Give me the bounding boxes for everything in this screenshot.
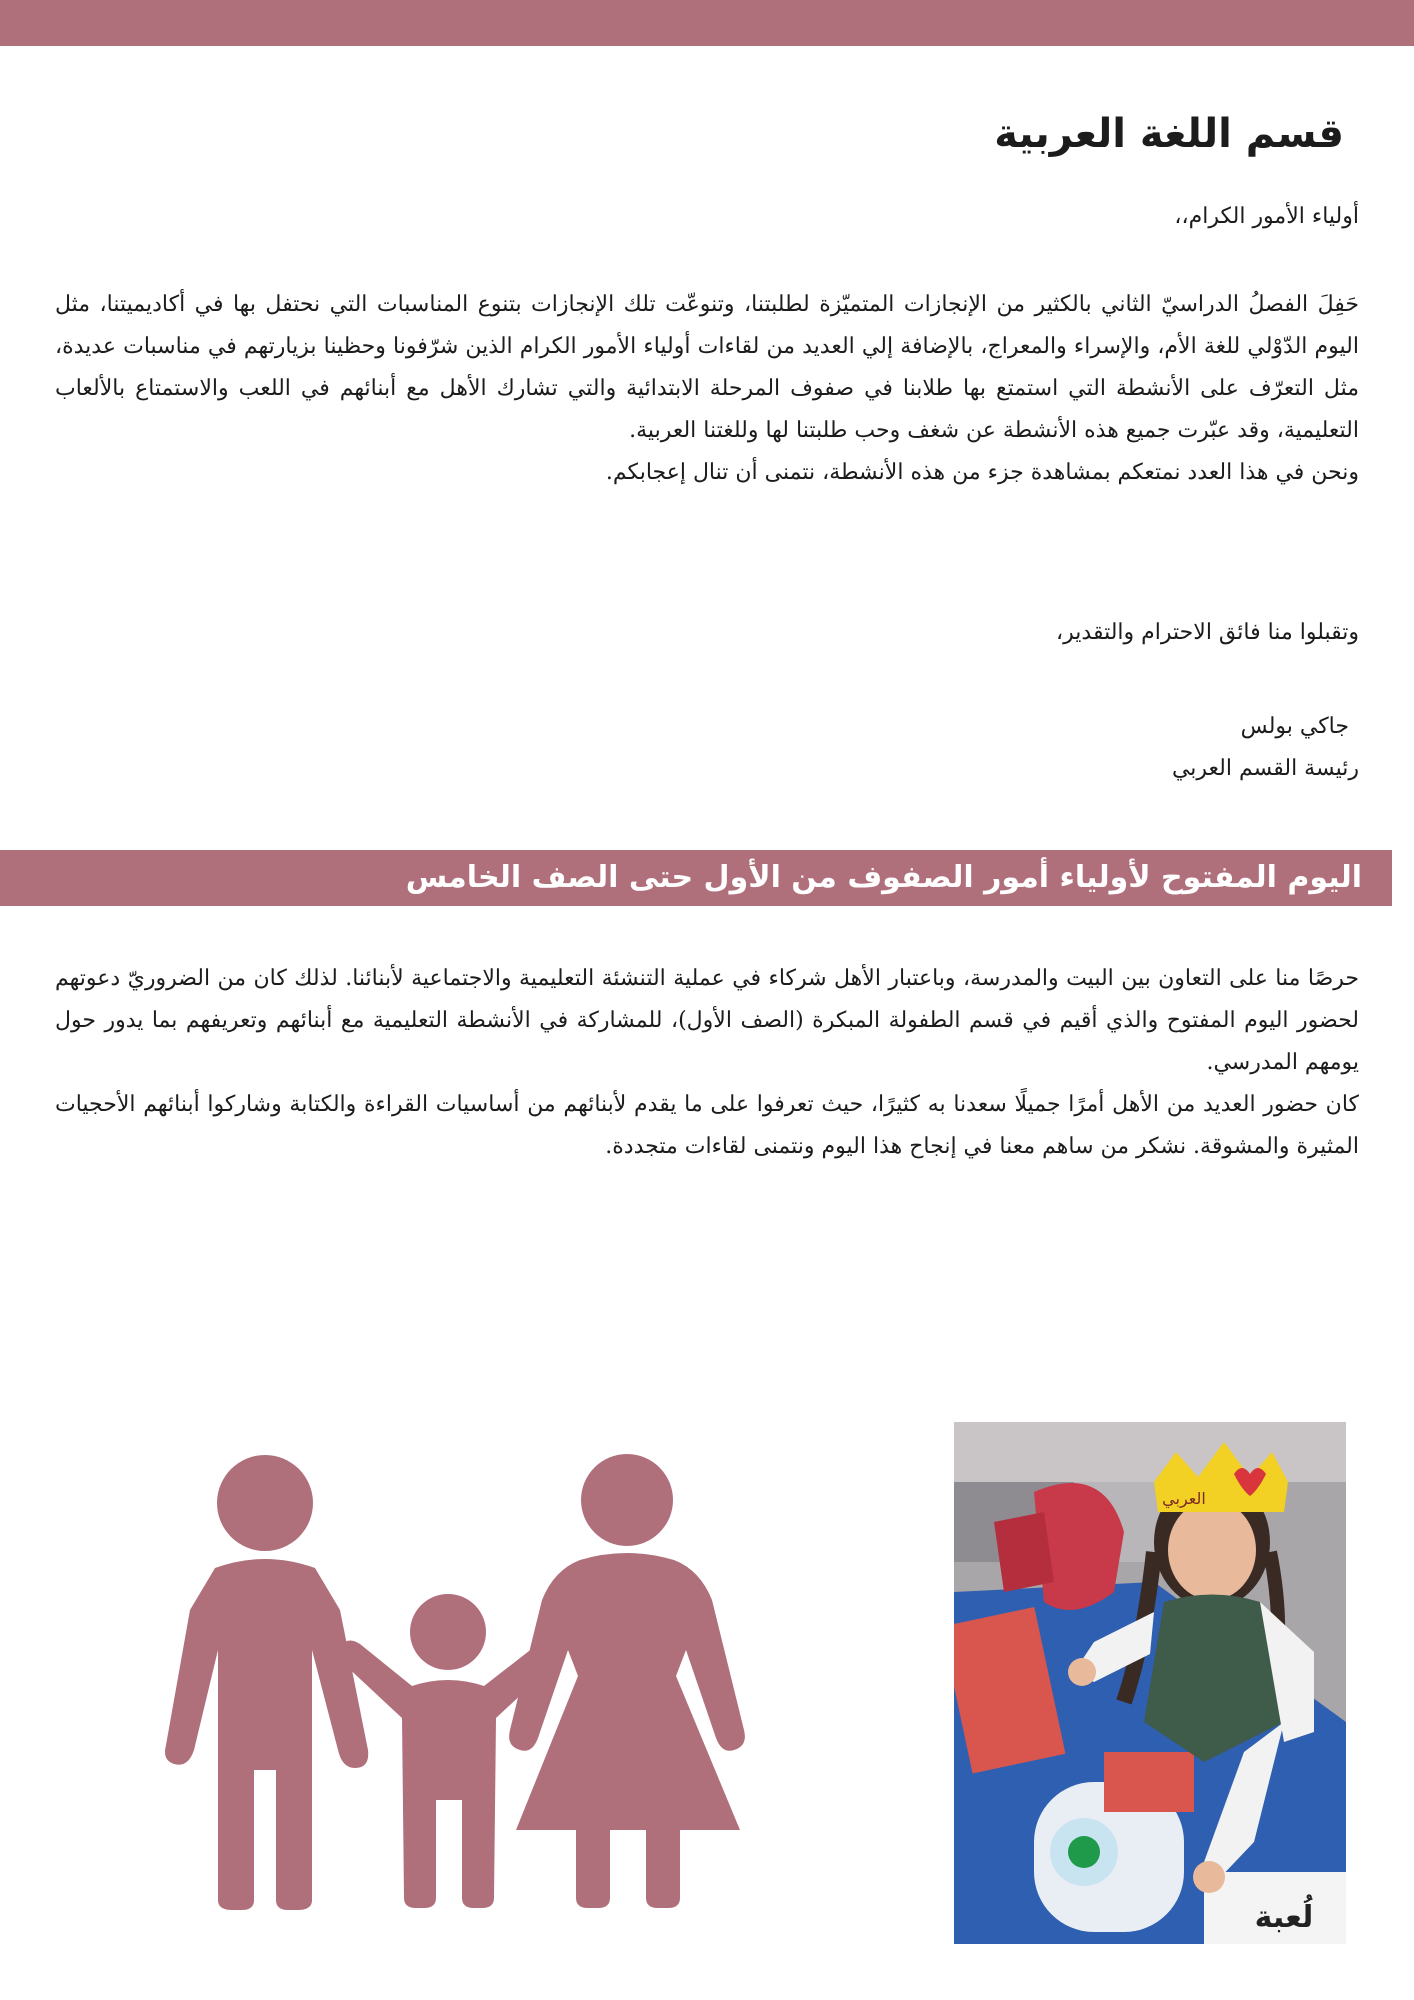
open-day-body <box>55 958 1359 1168</box>
letter-closing-block <box>55 612 1359 654</box>
open-day-heading: اليوم المفتوح لأولياء أمور الصفوف من الأول حتى الصف الخامس <box>405 860 1362 895</box>
top-accent-band <box>0 0 1414 46</box>
child-head <box>410 1594 486 1670</box>
photo-illustration <box>954 1422 1346 1944</box>
signature-role: رئيسة القسم العربي <box>1171 756 1359 781</box>
crown-text: العربي <box>1162 1489 1206 1508</box>
open-day-paragraph-2: كان حضور العديد من الأهل أمرًا جميلًا سعدنا به كثيرًا، حيث تعرفوا على ما يقدم لأبنائهم من أساسيات القراءة والكتابة وشاركوا أبنائهم الأحجيات المثيرة والمشوقة. نشكر من ساهم معنا في إنجاح هذا اليوم ونتمنى لقاءات متجددة. <box>55 1092 1359 1159</box>
open-day-heading-bar <box>0 850 1392 906</box>
letter-paragraph-2: ونحن في هذا العدد نمتعكم بمشاهدة جزء من هذه الأنشطة، نتمنى أن تنال إعجابكم. <box>605 460 1359 485</box>
mother-body <box>509 1553 745 1908</box>
letter-paragraph-1: حَفِلَ الفصلُ الدراسيّ الثاني بالكثير من الإنجازات المتميّزة لطلبتنا، وتنوعّت تلك الإنجازات بتنوع المناسبات التي نحتفل بها في أكاديميتنا، مثل اليوم الدّوْلي للغة الأم، والإسراء والمعراج، بالإضافة إلي العديد من لقاءات أولياء الأمور الكرام الذين شرّفونا وحظينا بزيارتهم في مناسبات عديدة، مثل التعرّف على الأنشطة التي استمتع بها طلابنا في صفوف المرحلة الابتدائية والتي تشارك الأهل مع أبنائهم في اللعب والاستمتاع بالألعاب التعليمية، وقد عبّرت جميع هذه الأنشطة عن شغف وحب طلبتنا لها وللغتنا العربية. <box>55 292 1359 443</box>
page-title: قسم اللغة العربية <box>994 111 1344 157</box>
signature-block <box>55 706 1359 790</box>
open-day-paragraph-1: حرصًا منا على التعاون بين البيت والمدرسة، وباعتبار الأهل شركاء في عملية التنشئة التعليمية والاجتماعية لأبنائنا. لذلك كان من الضروريّ دعوتهم لحضور اليوم المفتوح والذي أقيم في قسم الطفولة المبكرة (الصف الأول)، للمشاركة في الأنشطة التعليمية مع أبنائهم وتعريفهم بما يدور حول يومهم المدرسي. <box>55 966 1359 1075</box>
letter-greeting: أولياء الأمور الكرام،، <box>1174 204 1359 229</box>
signature-name: جاكي بولس <box>1240 714 1349 739</box>
father-body <box>165 1559 368 1910</box>
letter-closing: وتقبلوا منا فائق الاحترام والتقدير، <box>1056 620 1359 645</box>
classroom-photo <box>954 1422 1346 1944</box>
father-head <box>217 1455 313 1551</box>
game-card-text: لُعبة <box>1254 1900 1314 1935</box>
mother-head <box>581 1454 673 1546</box>
letter-greeting-block <box>55 196 1359 238</box>
letter-body <box>55 284 1359 494</box>
family-icon <box>140 1450 760 1910</box>
